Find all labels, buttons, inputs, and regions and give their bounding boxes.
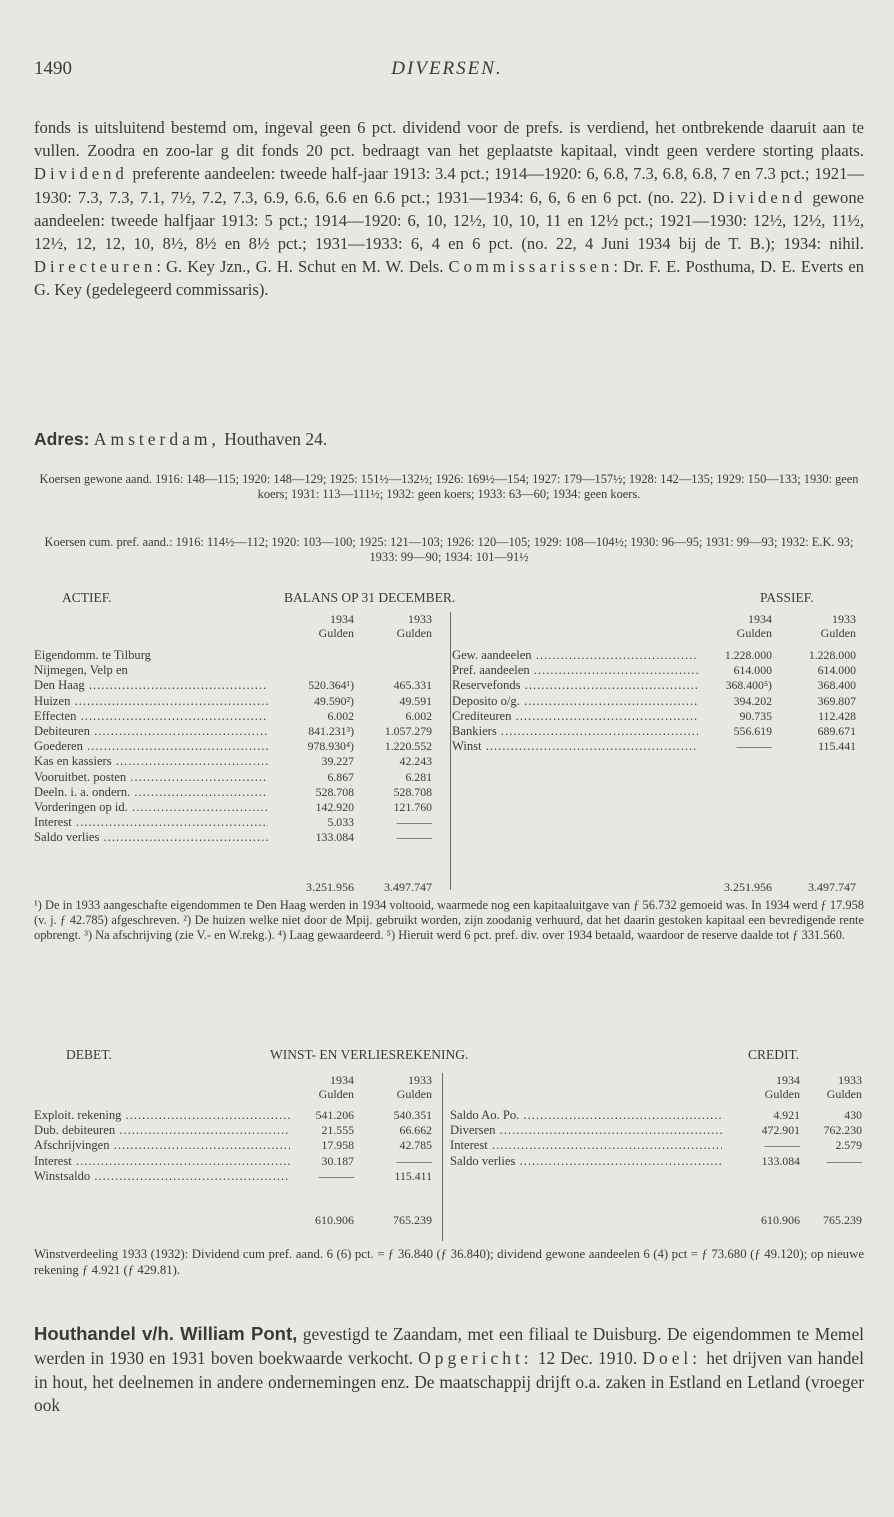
table-row	[452, 694, 862, 708]
row-label: Saldo verlies .....	[450, 1154, 722, 1168]
row-value-2: 614.000	[817, 663, 856, 678]
row-value-2: 6.002	[405, 708, 432, 723]
row-value-2: 49.591	[399, 693, 432, 708]
row-value-2: 430	[844, 1108, 862, 1122]
table-row	[450, 1123, 862, 1137]
debet-label: DEBET.	[66, 1047, 112, 1062]
row-value-1: 6.867	[327, 769, 354, 784]
table-row	[34, 724, 434, 738]
row-label: Vooruitbet. posten .....	[34, 770, 268, 784]
credit-label: CREDIT.	[748, 1047, 800, 1062]
row-label: Pref. aandeelen .....	[452, 663, 698, 677]
table-row	[34, 770, 434, 784]
text-run: gevestigd te Zaandam, met een filiaal te Duisburg. De eigendommen te Memel werden in 1930 en 1931 boven boekwaarde verkocht.	[34, 1324, 864, 1368]
row-label: Gew. aandeelen .....	[452, 648, 698, 662]
row-label: Interest .....	[34, 815, 268, 829]
row-label: Deposito o/g. .....	[452, 694, 698, 708]
row-value-1: 17.958	[321, 1138, 354, 1153]
table-row	[34, 1154, 434, 1168]
row-label: Reservefonds .....	[452, 678, 698, 692]
row-value-1: 4.921	[773, 1108, 800, 1122]
text-run: : G. Key Jzn., G. H. Schut en M. W. Dels.	[156, 257, 449, 277]
winst-credit-total2: 765.239	[823, 1213, 862, 1227]
row-value-1: 49.590²)	[314, 693, 354, 708]
row-value-2: 121.760	[393, 800, 432, 814]
table-row	[34, 830, 434, 844]
row-label: Nijmegen, Velp en	[34, 663, 128, 678]
table-row	[34, 709, 434, 723]
spaced-keyword: Dividend	[712, 187, 807, 207]
row-label: Winst .....	[452, 739, 698, 753]
page-number: 1490	[34, 58, 72, 79]
table-row	[34, 1108, 434, 1122]
balans-passief-year2: 1933 Gulden	[820, 612, 856, 640]
row-value-1: ———	[764, 1138, 800, 1153]
row-value-2: 540.351	[393, 1108, 432, 1122]
table-row	[34, 815, 434, 829]
text-run: gewone aandeelen: tweede halfjaar 1913: 5 pct.; 1914—1920: 6, 10, 12½, 10, 10, 11 en 12½ pct.; 1921—1930: 12½, 12½, 11½, 12½, 12, 12, 10, 8½, 8½ en 8½ pct.; 1931—1933: 6, 4 en 6 pct. (no. 22, 4 Juni 1934 bij de T. B.); 1934: nihil.	[34, 187, 864, 254]
row-value-1: 520.364¹)	[308, 678, 354, 693]
winst-credit-year1: 1934 Gulden	[764, 1073, 800, 1101]
balans-actief-year2: 1933 Gulden	[396, 612, 432, 640]
row-value-1: 39.227	[321, 754, 354, 769]
row-label: Vorderingen op id. .....	[34, 800, 268, 814]
table-row	[34, 1138, 434, 1152]
row-label: Debiteuren .....	[34, 724, 268, 738]
balans-passief-total1: 3.251.956	[724, 880, 772, 894]
text-run: het drijven van handel in hout, het deelnemen in andere ondernemingen enz. De maatschappij drijft o.a. zaken in Estland en Letland (vroeger ook	[34, 1347, 864, 1416]
table-row	[450, 1108, 862, 1122]
table-row	[34, 663, 434, 677]
row-value-1: 528.708	[315, 784, 354, 799]
row-label: Diversen .....	[450, 1123, 722, 1137]
table-row	[450, 1154, 862, 1168]
winst-divider	[442, 1073, 443, 1241]
row-value-2: ———	[826, 1153, 862, 1168]
balans-passief-total2: 3.497.747	[808, 880, 856, 894]
row-value-2: 112.428	[818, 708, 856, 723]
row-value-1: 556.619	[733, 724, 772, 738]
table-row	[452, 709, 862, 723]
row-value-1: 5.033	[327, 815, 354, 830]
winst-credit-total1: 610.906	[761, 1213, 800, 1227]
winst-debet-total1: 610.906	[315, 1213, 354, 1227]
row-label: Bankiers .....	[452, 724, 698, 738]
row-value-2: 369.807	[817, 693, 856, 708]
balans-actief-year1: 1934 Gulden	[318, 612, 354, 640]
table-row	[452, 663, 862, 677]
row-label: Exploit. rekening .....	[34, 1108, 290, 1122]
table-row	[452, 648, 862, 662]
address-line	[34, 428, 864, 451]
page-header	[34, 58, 860, 88]
row-label: Deeln. i. a. ondern. .....	[34, 785, 268, 799]
row-value-1: 978.930⁴)	[307, 739, 354, 754]
row-value-2: 465.331	[393, 678, 432, 693]
table-row	[34, 1169, 434, 1183]
spaced-keyword: Doel:	[642, 1347, 702, 1368]
table-row	[452, 678, 862, 692]
row-value-1: 614.000	[733, 663, 772, 678]
balans-divider	[450, 612, 451, 890]
text-run: preferente aandeelen: tweede half-jaar 1913: 3.4 pct.; 1914—1920: 6, 6.8, 7.3, 6.8, 6.8, 7 en 7.3 pct.; 1921—1930: 7.3, 7.3, 7.1, 7½, 7.2, 7.3, 6.9, 6.6, 6.6 en 6.6 pct.; 1931—1934: 6, 6, 6 en 6 pct. (no. 22).	[34, 164, 864, 207]
table-row	[452, 739, 862, 753]
spaced-keyword: Directeuren	[34, 257, 157, 277]
address-label: Adres:	[34, 429, 90, 449]
row-label: Saldo verlies .....	[34, 830, 268, 844]
row-value-1: ———	[318, 1168, 354, 1183]
row-value-1: 541.206	[315, 1108, 354, 1122]
row-label: Afschrijvingen .....	[34, 1138, 290, 1152]
balans-actief-total1: 3.251.956	[306, 880, 354, 894]
row-value-1: 133.084	[761, 1153, 800, 1168]
row-label: Saldo Ao. Po. .....	[450, 1108, 722, 1122]
winstverdeeling: Winstverdeeling 1933 (1932): Dividend cum pref. aand. 6 (6) pct. = ƒ 36.840 (ƒ 36.840); dividend gewone aandeelen 6 (4) pct = ƒ 73.680 (ƒ 49.120); op nieuwe rekening ƒ 4.921 (ƒ 429.81).	[34, 1247, 864, 1277]
address-street: Houthaven 24.	[219, 429, 328, 449]
row-label: Interest .....	[450, 1138, 722, 1152]
passief-label: PASSIEF.	[760, 590, 814, 605]
spaced-keyword: Dividend	[34, 164, 128, 184]
row-value-1: 21.555	[321, 1123, 354, 1138]
row-value-2: 115.441	[818, 739, 856, 754]
row-value-2: 42.243	[399, 754, 432, 769]
text-run: fonds is uitsluitend bestemd om, ingeval geen 6 pct. dividend voor de prefs. is verdiend, het ontbrekende daaruit aan te vullen. Zoodra en zoo-lar g dit fonds 20 pct. bedraagt van het geplaatste kapitaal, vindt geen verdere storting plaats.	[34, 118, 864, 161]
row-label: Crediteuren .....	[452, 709, 698, 723]
spaced-keyword: Opgericht:	[418, 1347, 533, 1368]
text-run: 12 Dec. 1910.	[532, 1347, 643, 1368]
row-value-1: 90.735	[739, 708, 772, 723]
row-label: Goederen .....	[34, 739, 268, 753]
row-value-2: 1.057.279	[384, 724, 432, 738]
row-value-1: 6.002	[327, 708, 354, 723]
row-value-1: 472.901	[761, 1123, 800, 1138]
balans-footnotes: ¹) De in 1933 aangeschafte eigendommen te Den Haag werden in 1934 voltooid, waarmede nog een kapitaaluitgave van ƒ 56.732 gemoeid was. In 1934 werd ƒ 17.958 (v. j. ƒ 42.785) afgeschreven. ²) De huizen welke niet door de Mpij. gebruikt worden, zijn zoodanig verhuurd, dat het daarin gestoken kapitaal een bevredigende rente opbrengt. ³) Na afschrijving (zie V.- en W.rekg.). ⁴) Laag gewaardeerd. ⁵) Hieruit werd 6 pct. pref. div. over 1934 betaald, waardoor de reserve daalde tot ƒ 331.560.	[34, 898, 864, 943]
row-label: Interest .....	[34, 1154, 290, 1168]
row-value-2: 1.228.000	[808, 648, 856, 662]
table-row	[34, 678, 434, 692]
running-title: DIVERSEN.	[391, 58, 503, 79]
row-value-2: 762.230	[823, 1123, 862, 1138]
winst-title: WINST- EN VERLIESREKENING.	[270, 1047, 469, 1062]
koersen-pref: Koersen cum. pref. aand.: 1916: 114½—112; 1920: 103—100; 1925: 121—103; 1926: 120—105; 1929: 108—104½; 1930: 96—95; 1931: 99—93; 1932: E.K. 93; 1933: 99—90; 1934: 101—91½	[44, 535, 854, 565]
row-value-1: 394.202	[733, 693, 772, 708]
row-value-2: ———	[396, 815, 432, 830]
row-label: Eigendomm. te Tilburg	[34, 648, 151, 662]
company-name: Houthandel v/h. William Pont,	[34, 1323, 298, 1344]
address-city: Amsterdam,	[93, 429, 220, 449]
table-row	[452, 724, 862, 738]
actief-label: ACTIEF.	[62, 590, 112, 605]
winst-debet-year2: 1933 Gulden	[396, 1073, 432, 1101]
koersen-gewone: Koersen gewone aand. 1916: 148—115; 1920: 148—129; 1925: 151½—132½; 1926: 169½—154; 1927: 179—157½; 1928: 142—135; 1929: 150—133; 1930: geen koers; 1931: 113—111½; 1932: geen koers; 1933: 63—60; 1934: geen koers.	[39, 472, 859, 502]
row-value-2: 2.579	[835, 1138, 862, 1153]
text-run: : Dr. F. E. Posthuma, D. E. Everts en G. Key (gedelegeerd commissaris).	[34, 257, 864, 300]
row-label: Effecten .....	[34, 709, 268, 723]
row-value-2: 1.220.552	[384, 739, 432, 754]
intro-paragraph	[34, 116, 864, 302]
houthandel-paragraph	[34, 1322, 864, 1418]
table-row	[34, 785, 434, 799]
row-value-1: ———	[736, 739, 772, 754]
row-label: Den Haag .....	[34, 678, 268, 692]
spaced-keyword: Commissarissen	[448, 257, 614, 277]
balans-passief-year1: 1934 Gulden	[736, 612, 772, 640]
table-row	[34, 739, 434, 753]
row-value-1: 1.228.000	[724, 648, 772, 662]
winst-debet-total2: 765.239	[393, 1213, 432, 1227]
winst-credit-year2: 1933 Gulden	[826, 1073, 862, 1101]
row-value-2: 42.785	[399, 1138, 432, 1153]
table-row	[34, 694, 434, 708]
row-label: Huizen .....	[34, 694, 268, 708]
row-value-2: 66.662	[399, 1123, 432, 1138]
row-value-2: ———	[396, 1153, 432, 1168]
table-row	[34, 648, 434, 662]
row-value-1: 133.084	[315, 830, 354, 845]
balans-title: BALANS OP 31 DECEMBER.	[284, 590, 456, 605]
row-value-2: 528.708	[393, 784, 432, 799]
row-value-1: 142.920	[315, 800, 354, 814]
row-label: Kas en kassiers .....	[34, 754, 268, 768]
balans-actief-total2: 3.497.747	[384, 880, 432, 894]
row-value-1: 30.187	[321, 1153, 354, 1168]
table-row	[450, 1138, 862, 1152]
row-value-1: 841.231³)	[308, 724, 354, 738]
row-value-2: 115.411	[394, 1168, 432, 1183]
row-value-2: 689.671	[817, 724, 856, 738]
winst-debet-year1: 1934 Gulden	[318, 1073, 354, 1101]
table-row	[34, 754, 434, 768]
row-value-2: 6.281	[405, 769, 432, 784]
row-label: Winstsaldo .....	[34, 1169, 290, 1183]
table-row	[34, 1123, 434, 1137]
row-value-2: ———	[396, 830, 432, 845]
row-value-1: 368.400⁵)	[725, 678, 772, 693]
table-row	[34, 800, 434, 814]
row-value-2: 368.400	[817, 678, 856, 693]
row-label: Dub. debiteuren .....	[34, 1123, 290, 1137]
